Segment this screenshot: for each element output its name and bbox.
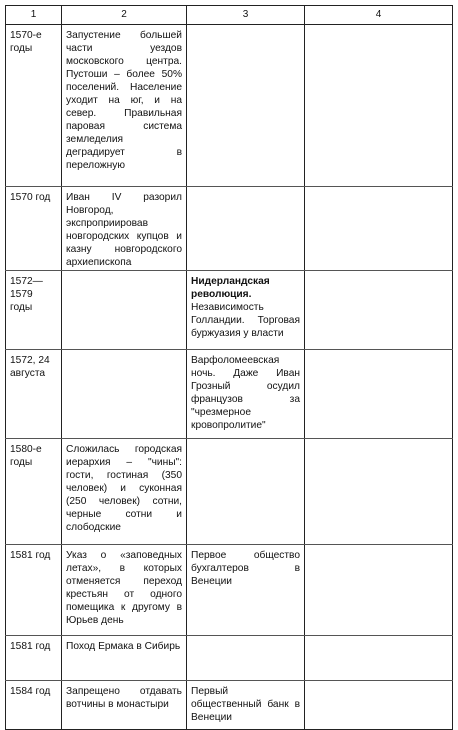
notes-cell (305, 25, 453, 187)
date-cell: 1581 год (6, 545, 62, 636)
event-world-cell (187, 636, 305, 681)
event-world-cell (187, 25, 305, 187)
notes-cell (305, 350, 453, 439)
table-row (6, 545, 453, 636)
table-row (6, 25, 453, 187)
event-world-cell (187, 271, 305, 350)
date-cell: 1580-е годы (6, 439, 62, 545)
date-cell: 1572—1579 годы (6, 271, 62, 350)
notes-cell (305, 681, 453, 730)
column-header-1: 1 (6, 6, 62, 25)
table-row (6, 350, 453, 439)
event-world-cell (187, 681, 305, 730)
date-cell: 1581 год (6, 636, 62, 681)
notes-cell (305, 187, 453, 271)
date-cell: 1572, 24 августа (6, 350, 62, 439)
table-row (6, 681, 453, 730)
notes-cell (305, 439, 453, 545)
notes-cell (305, 636, 453, 681)
date-cell: 1570 год (6, 187, 62, 271)
table-header-row (6, 6, 453, 25)
event-world-cell (187, 350, 305, 439)
table-row (6, 636, 453, 681)
table-row (6, 439, 453, 545)
event-russia-cell: Иван IV разорил Новгород, экспроприировав новгородских купцов и казну новгородского архиепископа (62, 187, 187, 271)
event-world-text: Первое общество бухгалтеров в Венеции (191, 550, 300, 587)
event-world-text: Варфоломеевская ночь. Даже Иван Грозный осудил французов за "чрезмерное кровопролитие" (191, 355, 300, 431)
column-header-3: 3 (187, 6, 305, 25)
event-russia-cell (62, 350, 187, 439)
event-world-title: Нидерландская революция. (191, 276, 270, 300)
event-world-cell (187, 187, 305, 271)
event-russia-cell: Указ о «заповедных летах», в которых отменяется переход крестьян от одного помещика к другому в Юрьев день (62, 545, 187, 636)
event-world-cell (187, 545, 305, 636)
notes-cell (305, 271, 453, 350)
chronology-table (5, 5, 453, 730)
table-row (6, 187, 453, 271)
event-world-text: Первый общественный банк в Венеции (191, 686, 300, 723)
column-header-2: 2 (62, 6, 187, 25)
event-russia-cell: Сложилась городская иерархия – "чины": гости, гостиная (350 человек) и суконная (250 человек) сотни, черные сотни и слободские (62, 439, 187, 545)
event-russia-cell: Запустение большей части уездов московского центра. Пустоши – более 50% поселений. Население уходит на юг, и на север. Правильная паровая система земледелия деградирует в переложную (62, 25, 187, 187)
column-header-4: 4 (305, 6, 453, 25)
event-world-text: Независимость Голландии. Торговая буржуазия у власти (191, 302, 300, 339)
event-russia-cell: Поход Ермака в Сибирь (62, 636, 187, 681)
table-row (6, 271, 453, 350)
date-cell: 1584 год (6, 681, 62, 730)
date-cell: 1570-е годы (6, 25, 62, 187)
event-russia-cell (62, 271, 187, 350)
event-world-cell (187, 439, 305, 545)
event-russia-cell: Запрещено отдавать вотчины в монастыри (62, 681, 187, 730)
notes-cell (305, 545, 453, 636)
